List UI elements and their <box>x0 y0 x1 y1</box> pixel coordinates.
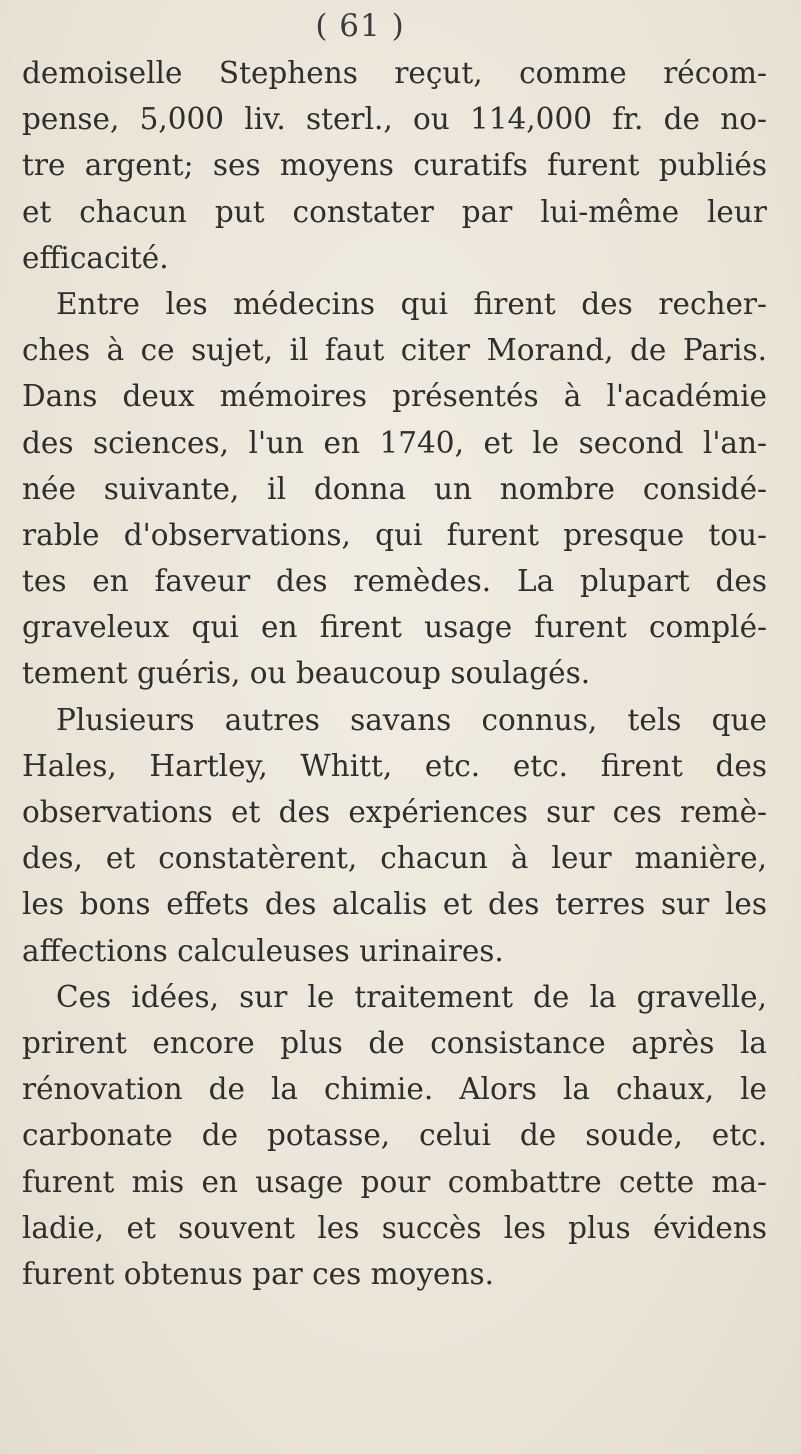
paragraph-1 <box>22 50 767 281</box>
paragraph-3 <box>22 697 767 974</box>
text-line: ches à ce sujet, il faut citer Morand, de Paris. <box>22 333 767 368</box>
text-line: et chacun put constater par lui-même leur <box>22 194 767 229</box>
paragraph-4 <box>22 974 767 1297</box>
page-number: ( 61 ) <box>315 8 405 44</box>
text-line: des, et constatèrent, chacun à leur manière, <box>22 841 767 876</box>
text-line: affections calculeuses urinaires. <box>22 933 504 968</box>
text-line: furent mis en usage pour combattre cette ma- <box>22 1164 767 1199</box>
text-line: carbonate de potasse, celui de soude, etc. <box>22 1118 767 1153</box>
text-line: prirent encore plus de consistance après la <box>22 1025 767 1060</box>
text-line: furent obtenus par ces moyens. <box>22 1256 494 1291</box>
paragraph-2 <box>22 281 767 697</box>
text-line: des sciences, l'un en 1740, et le second l'an- <box>22 425 767 460</box>
text-line: Dans deux mémoires présentés à l'académie <box>22 379 767 414</box>
text-line: née suivante, il donna un nombre considé- <box>22 471 767 506</box>
text-line: ladie, et souvent les succès les plus évidens <box>22 1210 767 1245</box>
text-line: rable d'observations, qui furent presque tou- <box>22 517 767 552</box>
text-line: Plusieurs autres savans connus, tels que <box>56 702 767 737</box>
text-line: Hales, Hartley, Whitt, etc. etc. firent des <box>22 748 767 783</box>
text-line: les bons effets des alcalis et des terres sur les <box>22 887 767 922</box>
text-line: tre argent; ses moyens curatifs furent publiés <box>22 148 767 183</box>
text-line: tement guéris, ou beaucoup soulagés. <box>22 656 591 691</box>
text-line: efficacité. <box>22 240 169 275</box>
text-line: Entre les médecins qui firent des recher- <box>56 286 767 321</box>
text-line: Ces idées, sur le traitement de la gravelle, <box>56 979 767 1014</box>
text-line: pense, 5,000 liv. sterl., ou 114,000 fr. de no- <box>22 102 767 137</box>
text-line: graveleux qui en firent usage furent complé- <box>22 610 767 645</box>
text-line: demoiselle Stephens reçut, comme récom- <box>22 56 767 90</box>
body-text <box>22 50 767 1297</box>
text-line: observations et des expériences sur ces remè- <box>22 795 767 829</box>
text-line: tes en faveur des remèdes. La plupart des <box>22 564 767 599</box>
text-line: rénovation de la chimie. Alors la chaux, le <box>22 1072 767 1107</box>
